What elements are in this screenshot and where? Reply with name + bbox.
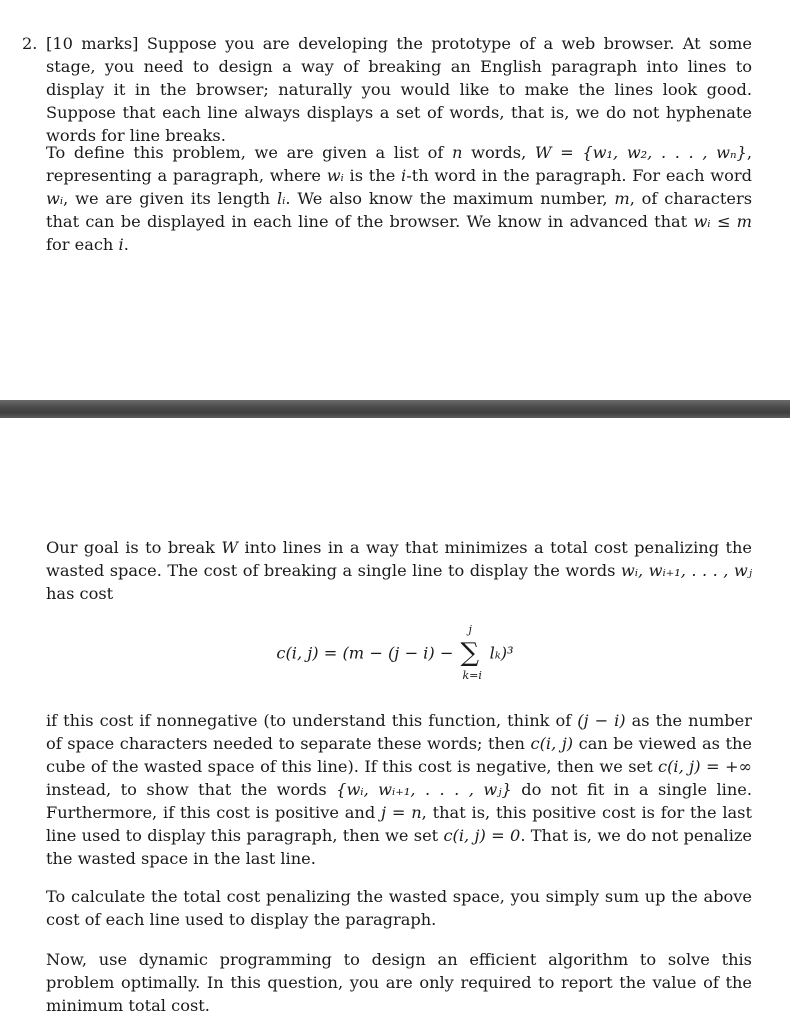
definition-text: for each [46,235,119,254]
definition-text: words, [462,143,535,162]
summation-sign: ∑ [460,638,480,668]
page-separator [0,400,790,418]
summation-lower: k=i [462,669,482,682]
question-marks: [10 marks] [46,34,139,53]
explain-text: do not fit in a single line. Furthermore, if this cost is positive and [46,780,752,822]
question-intro [46,32,752,147]
math-wi: wᵢ [46,189,64,208]
definition-text: To define this problem, we are given a list of [46,143,452,162]
math-i: i [401,166,407,185]
math-i: i [118,235,124,254]
math-n: n [452,143,463,162]
math-inequality: wᵢ ≤ m [693,212,752,231]
math-word-range: wᵢ, wᵢ₊₁, . . . , wⱼ [620,561,752,580]
math-word-set: W = {w₁, w₂, . . . , wₙ} [534,143,747,162]
math-li: lᵢ [276,189,286,208]
math-word-set: {wᵢ, wᵢ₊₁, . . . , wⱼ} [336,780,512,799]
explain-text: , that is, this positive cost is for the last line used to display this paragraph, then we set [46,803,752,845]
math-wi: wᵢ [326,166,344,185]
goal-text: has cost [46,584,114,603]
definition-text: -th word in the paragraph. For each word [406,166,753,185]
explain-text: can be viewed as the cube of the wasted space of this line). If this cost is negative, then we set [46,734,752,776]
explain-text: . That is, we do not penalize the wasted space in the last line. [46,826,752,868]
question-number: 2. [22,34,38,53]
goal-paragraph [46,536,752,605]
summation [460,623,483,682]
task-paragraph: Now, use dynamic programming to design an efficient algorithm to solve this problem optimally. In this question, you are only required to report the value of the minimum total cost. [46,950,752,1015]
definition-paragraph [46,141,752,256]
cost-formula [0,623,790,682]
math-cij-zero: c(i, j) = 0 [443,826,521,845]
goal-text: into lines in a way that minimizes a total cost penalizing the wasted space. The cost of breaking a single line to display the words [46,538,752,580]
definition-text: , representing a paragraph, where [46,143,752,185]
summation-upper: j [468,623,472,636]
math-m: m [614,189,630,208]
math-j-minus-i: (j − i) [577,711,626,730]
goal-text: Our goal is to break [46,538,222,557]
definition-text: . [123,235,129,254]
definition-text: . We also know the maximum number, [285,189,615,208]
explain-text: as the number of space characters needed to separate these words; then [46,711,752,753]
explain-text: if this cost if nonnegative (to understand this function, think of [46,711,578,730]
math-cij: c(i, j) [530,734,574,753]
math-j-equals-n: j = n [381,803,422,822]
definition-text: , we are given its length [63,189,277,208]
intro-text: Suppose you are developing the prototype of a web browser. At some stage, you need to design a way of breaking an English paragraph into lines to display it in the browser; naturally you would like to make the lines look good. Suppose that each line always displays a set of words, that is, we do not hyphenate words for line breaks. [46,34,752,145]
definition-text: , of characters that can be displayed in each line of the browser. We know in advanced that [46,189,753,231]
formula-lhs: c(i, j) = (m − (j − i) − [276,643,459,663]
explain-text: instead, to show that the words [46,780,337,799]
math-infinity: c(i, j) = +∞ [658,757,752,776]
explanation-paragraph [46,709,752,870]
definition-text: is the [343,166,402,185]
total-cost-paragraph: To calculate the total cost penalizing the wasted space, you simply sum up the above cost of each line used to display the paragraph. [46,887,752,929]
formula-term: lₖ)³ [484,643,514,663]
math-W: W [221,538,239,557]
